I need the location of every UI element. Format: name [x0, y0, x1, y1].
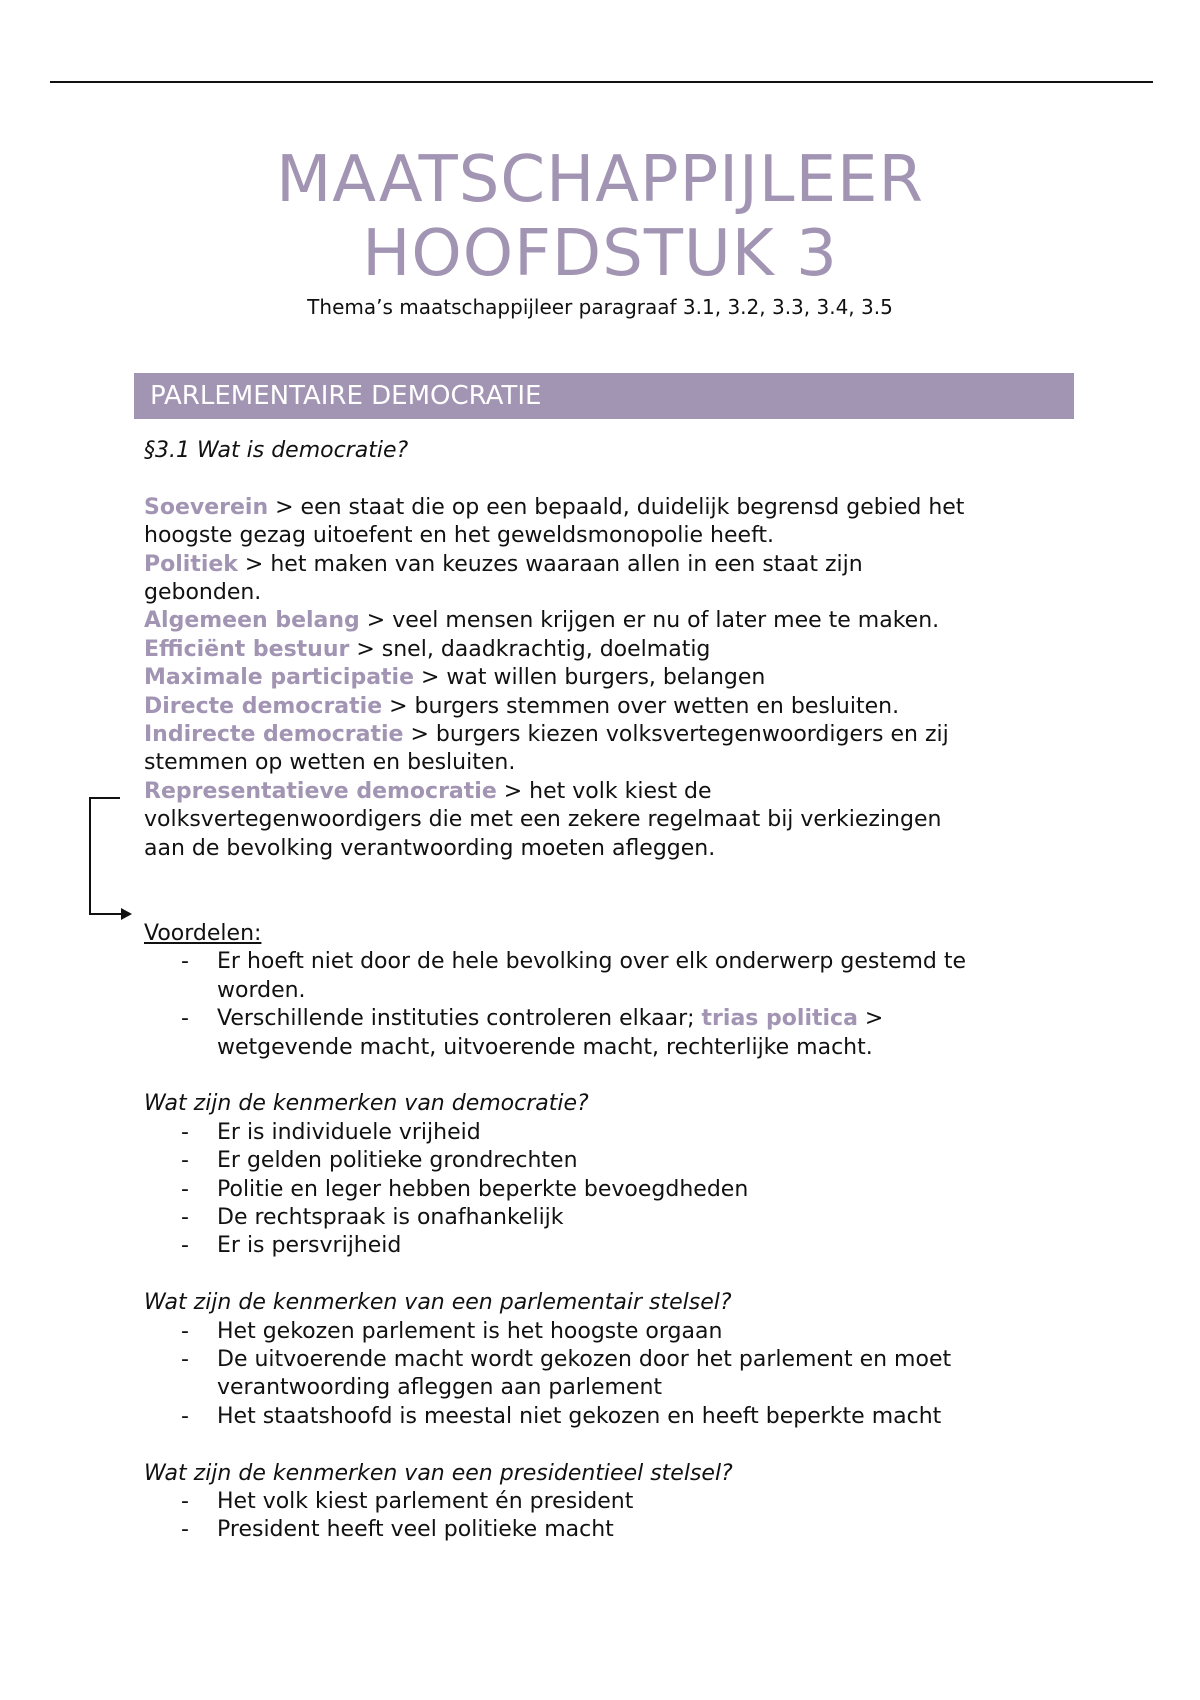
list-item: - Verschillende instituties controleren elkaar; trias politica > wetgevende macht, uitvoerende macht, rechterlijke macht. — [181, 1006, 884, 1060]
definition-efficient-bestuur: Efficiënt bestuur > snel, daadkrachtig, doelmatig — [144, 636, 711, 662]
top-horizontal-rule — [50, 81, 1153, 83]
definition-indirecte-democratie: Indirecte democratie > burgers kiezen volksvertegenwoordigers en zij stemmen op wetten en besluiten. — [144, 722, 949, 776]
list-item: - Het volk kiest parlement én president — [181, 1488, 634, 1514]
list-item: - De uitvoerende macht wordt gekozen door het parlement en moet verantwoording afleggen aan parlement — [181, 1346, 952, 1401]
list-item: - Politie en leger hebben beperkte bevoegdheden — [181, 1176, 749, 1202]
democracy-features-list — [144, 1119, 1084, 1261]
definition-politiek: Politiek > het maken van keuzes waaraan allen in een staat zijn gebonden. — [144, 551, 863, 606]
definition-soeverein: Soeverein > een staat die op een bepaald, duidelijk begrensd gebied het hoogste gezag uitoefent en het geweldsmonopolie heeft. — [144, 494, 965, 549]
title-line-2: HOOFDSTUK 3 — [362, 217, 838, 291]
section-banner: PARLEMENTAIRE DEMOCRATIE — [134, 373, 1074, 419]
list-item: - Er gelden politieke grondrechten — [181, 1148, 578, 1174]
definition-term: Maximale participatie — [144, 665, 415, 691]
list-item: - Er is persvrijheid — [181, 1233, 402, 1259]
definition-term: Indirecte democratie — [144, 722, 404, 748]
presidential-features-list — [144, 1488, 1084, 1545]
list-item: - President heeft veel politieke macht — [181, 1517, 614, 1543]
definition-representatieve-democratie: Representatieve democratie > het volk kiest de volksvertegenwoordigers die met een zekere regelmaat bij verkiezingen aan de bevolking verantwoording moeten afleggen. — [144, 778, 942, 861]
definition-maximale-participatie: Maximale participatie > wat willen burgers, belangen — [144, 665, 766, 691]
content-body — [144, 437, 1084, 1545]
paragraph-heading: §3.1 Wat is democratie? — [144, 438, 409, 463]
list-item: - Er hoeft niet door de hele bevolking over elk onderwerp gestemd te worden. — [181, 949, 967, 1003]
parliamentary-features-question: Wat zijn de kenmerken van een parlementair stelsel? — [144, 1290, 732, 1316]
definition-algemeen-belang: Algemeen belang > veel mensen krijgen er nu of later mee te maken. — [144, 608, 940, 634]
presidential-features-question: Wat zijn de kenmerken van een presidentieel stelsel? — [144, 1460, 733, 1486]
bracket-arrow-icon — [84, 796, 134, 928]
democracy-features-question: Wat zijn de kenmerken van democratie? — [144, 1091, 589, 1117]
list-item: - Het staatshoofd is meestal niet gekozen en heeft beperkte macht — [181, 1403, 942, 1429]
list-item: - Het gekozen parlement is het hoogste orgaan — [181, 1318, 723, 1344]
parliamentary-features-list — [144, 1318, 1084, 1432]
definition-term: Efficiënt bestuur — [144, 636, 350, 662]
list-item: - Er is individuele vrijheid — [181, 1119, 481, 1145]
definition-term: Politiek — [144, 551, 238, 577]
definition-directe-democratie: Directe democratie > burgers stemmen over wetten en besluiten. — [144, 693, 900, 719]
definition-term: Directe democratie — [144, 693, 383, 719]
trias-politica-term: trias politica — [701, 1006, 858, 1032]
definition-list — [144, 494, 1084, 863]
definition-term: Algemeen belang — [144, 608, 360, 634]
definition-term: Soeverein — [144, 494, 269, 520]
advantages-heading: Voordelen: — [144, 920, 262, 946]
list-item: - De rechtspraak is onafhankelijk — [181, 1204, 564, 1230]
title-line-1: MAATSCHAPPIJLEER — [276, 143, 924, 217]
subtitle: Thema’s maatschappijleer paragraaf 3.1, 3.2, 3.3, 3.4, 3.5 — [307, 295, 893, 319]
advantages-list — [144, 948, 1084, 1062]
definition-term: Representatieve democratie — [144, 778, 497, 804]
document-title — [0, 143, 1200, 321]
